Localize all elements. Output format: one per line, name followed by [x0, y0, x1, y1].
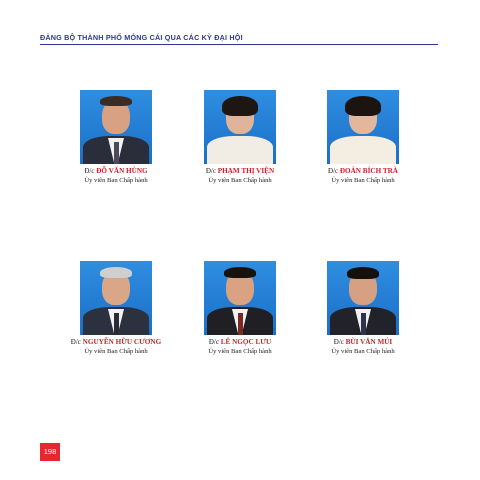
- member-prefix: Đ/c: [208, 338, 219, 346]
- member-role: Ủy viên Ban Chấp hành: [208, 177, 272, 184]
- member-prefix: Đ/c: [70, 338, 81, 346]
- portrait-photo: [80, 90, 152, 164]
- member-card: [175, 261, 305, 356]
- portrait-photo: [80, 261, 152, 335]
- member-name: LÊ NGỌC LƯU: [220, 338, 272, 346]
- member-prefix: Đ/c: [84, 167, 95, 175]
- member-role: Ủy viên Ban Chấp hành: [331, 177, 395, 184]
- page-number-badge: 198: [40, 443, 60, 461]
- member-role: Ủy viên Ban Chấp hành: [331, 348, 395, 355]
- portrait-photo: [204, 90, 276, 164]
- member-card: [51, 261, 181, 356]
- member-card: [51, 90, 181, 185]
- member-card: [175, 90, 305, 185]
- member-name-line: [298, 338, 428, 347]
- member-name: PHẠM THỊ VIỆN: [217, 167, 275, 175]
- member-card: [298, 90, 428, 185]
- member-name-line: [175, 167, 305, 176]
- header-divider: [40, 44, 438, 45]
- member-role: Ủy viên Ban Chấp hành: [84, 348, 148, 355]
- member-name: ĐỖ VĂN HÙNG: [96, 167, 148, 175]
- member-name: BÙI VĂN MÚI: [345, 338, 393, 346]
- member-name: ĐOÀN BÍCH TRÀ: [339, 167, 399, 175]
- member-prefix: Đ/c: [333, 338, 344, 346]
- page-header-title: ĐẢNG BỘ THÀNH PHỐ MÓNG CÁI QUA CÁC KỲ ĐẠI HỘI: [40, 33, 243, 42]
- member-name-line: [175, 338, 305, 347]
- member-card: [298, 261, 428, 356]
- member-prefix: Đ/c: [205, 167, 216, 175]
- member-role: Ủy viên Ban Chấp hành: [208, 348, 272, 355]
- member-name: NGUYỄN HỮU CƯƠNG: [82, 338, 162, 346]
- portrait-photo: [327, 261, 399, 335]
- portrait-photo: [204, 261, 276, 335]
- member-name-line: [51, 167, 181, 176]
- member-prefix: Đ/c: [327, 167, 339, 175]
- member-name-line: [51, 338, 181, 347]
- member-name-line: [298, 167, 428, 176]
- member-role: Ủy viên Ban Chấp hành: [84, 177, 148, 184]
- portrait-photo: [327, 90, 399, 164]
